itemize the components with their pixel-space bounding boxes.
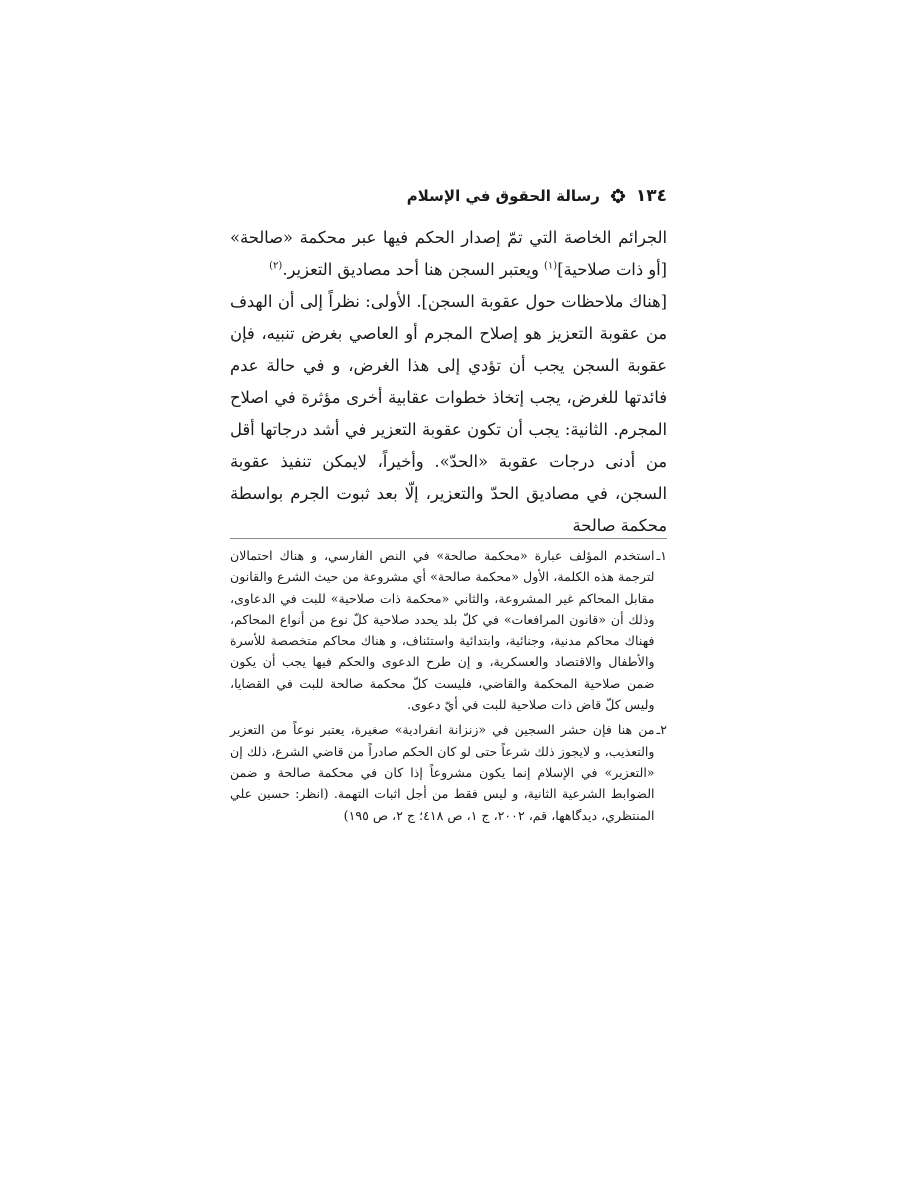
footnote-number: ٢ـ	[656, 722, 667, 738]
page-number: ١٣٤	[635, 186, 667, 206]
book-title: رسالة الحقوق في الإسلام	[406, 187, 600, 205]
flower-ornament-icon	[610, 188, 626, 204]
footnote-1	[230, 545, 667, 715]
footnote-number: ١ـ	[656, 548, 667, 563]
footnote-2	[230, 719, 667, 825]
footnote-ref-2[interactable]: (٢)	[269, 260, 283, 272]
running-header	[227, 186, 667, 206]
paragraph-1	[230, 222, 667, 286]
footnotes	[230, 545, 667, 830]
main-text	[230, 222, 667, 542]
paragraph-2: [هناك ملاحظات حول عقوبة السجن]. الأولى: نظراً إلى أن الهدف من عقوبة التعزيز هو إصلاح المجرم أو العاصي بغرض تنبيه، فإن عقوبة السجن يجب أن تؤدي إلى هذا الغرض، و في حالة عدم فائدتها للغرض، يجب إتخاذ خطوات عقابية أخرى مؤثرة في اصلاح المجرم. الثانية: يجب أن تكون عقوبة التعزير في أشد درجاتها أقل من أدنى درجات عقوبة «الحدّ». وأخيراً، لايمكن تنفيذ عقوبة السجن، في مصاديق الحدّ والتعزير، إلّا بعد ثبوت الجرم بواسطة محكمة صالحة	[230, 292, 667, 535]
paragraph-1-cont: ويعتبر السجن هنا أحد مصاديق التعزير.	[282, 260, 545, 279]
footnote-text: من هنا فإن حشر السجين في «زنزانة انفرادية» صغيرة، يعتبر نوعاً من التعزير والتعذيب، و لايجوز ذلك شرعاً حتى لو كان الحكم صادراً من قاضي الشرع، ذلك إن «التعزير» في الإسلام إنما يكون مشروعاً إذا كان في محكمة صالحة و ضمن الضوابط الشرعية الثانية، و ليس فقط من أجل اثبات التهمة. (انظر: حسين علي المنتظري، ديدگاهها، قم، ٢٠٠٢، ج ١، ص ٤١٨؛ ج ٢، ص ١٩٥)	[230, 722, 655, 823]
footnote-ref-1[interactable]: (١)	[544, 260, 558, 272]
footnote-divider	[230, 538, 667, 539]
paragraph-1-text: الجرائم الخاصة التي تمّ إصدار الحكم فيها عبر محكمة «صالحة» [أو ذات صلاحية]	[230, 228, 667, 279]
footnote-text: استخدم المؤلف عبارة «محكمة صالحة» في النص الفارسي، و هناك احتمالان لترجمة هذه الكلمة، الأول «محكمة صالحة» أي مشروعة من حيث الشرع والقانون مقابل المحاكم غير المشروعة، والثاني «محكمة ذات صلاحية» للبت في الدعاوى، وذلك أن «قانون المرافعات» في كلّ بلد يحدد صلاحية كلّ نوع من أنواع المحاكم، فهناك محاكم مدنية، وجنائية، وابتدائية واستئناف، و هناك محاكم متخصصة للأسرة والأطفال والاقتصاد والعسكرية، و إن طرح الدعوى والحكم فيها يجب أن يكون ضمن صلاحية المحكمة والقاضي، فليست كلّ محكمة صالحة للبت في القضايا، وليس كلّ قاض ذات صلاحية للبت في أيّ دعوى.	[230, 548, 655, 713]
